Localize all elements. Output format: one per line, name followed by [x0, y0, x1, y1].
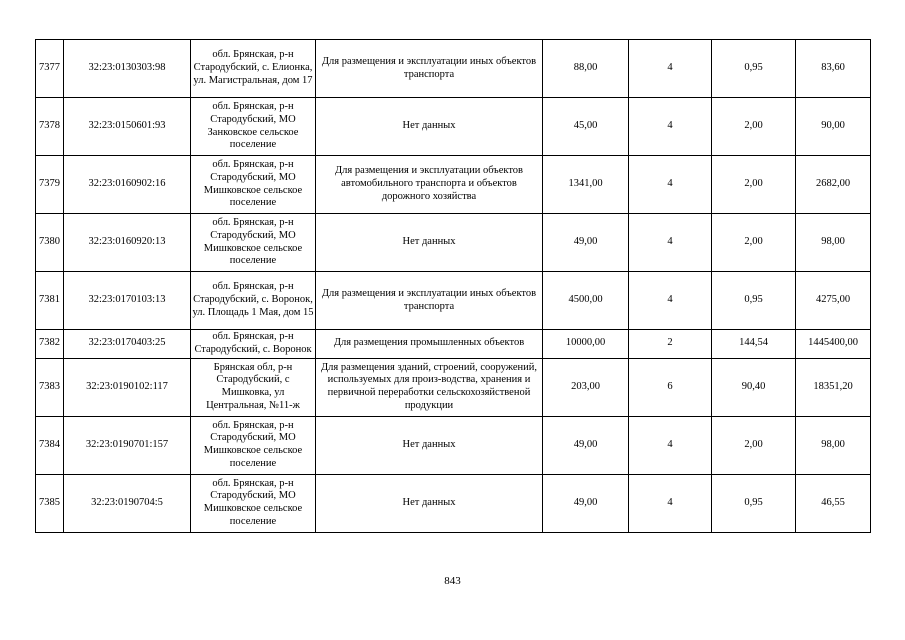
address: обл. Брянская, р-н Стародубский, с. Елионка, ул. Магистральная, дом 17: [191, 40, 316, 98]
row-number: 7384: [36, 416, 64, 474]
cadastral-number: 32:23:0190102:117: [64, 358, 191, 416]
value: 90,00: [796, 98, 871, 156]
cadastral-number: 32:23:0160902:16: [64, 156, 191, 214]
row-number: 7377: [36, 40, 64, 98]
area: 1341,00: [543, 156, 629, 214]
area: 49,00: [543, 416, 629, 474]
permitted-use: Нет данных: [316, 474, 543, 532]
cadastral-number: 32:23:0130303:98: [64, 40, 191, 98]
table-row: [36, 40, 871, 98]
address: обл. Брянская, р-н Стародубский, МО Занковское сельское поселение: [191, 98, 316, 156]
table-row: [36, 358, 871, 416]
group: 4: [629, 214, 712, 272]
cadastral-number: 32:23:0190701:157: [64, 416, 191, 474]
address: обл. Брянская, р-н Стародубский, МО Мишковское сельское поселение: [191, 156, 316, 214]
table-body: [36, 40, 871, 533]
row-number: 7379: [36, 156, 64, 214]
area: 49,00: [543, 214, 629, 272]
area: 88,00: [543, 40, 629, 98]
value: 1445400,00: [796, 330, 871, 359]
address: обл. Брянская, р-н Стародубский, МО Мишковское сельское поселение: [191, 214, 316, 272]
rate: 2,00: [712, 156, 796, 214]
group: 4: [629, 474, 712, 532]
area: 203,00: [543, 358, 629, 416]
table-row: [36, 214, 871, 272]
area: 49,00: [543, 474, 629, 532]
rate: 2,00: [712, 214, 796, 272]
value: 46,55: [796, 474, 871, 532]
area: 4500,00: [543, 272, 629, 330]
group: 4: [629, 156, 712, 214]
cadastral-number: 32:23:0190704:5: [64, 474, 191, 532]
table-row: [36, 272, 871, 330]
row-number: 7378: [36, 98, 64, 156]
group: 4: [629, 416, 712, 474]
page-number: 843: [444, 575, 461, 587]
permitted-use: Нет данных: [316, 416, 543, 474]
area: 10000,00: [543, 330, 629, 359]
table-row: [36, 98, 871, 156]
rate: 90,40: [712, 358, 796, 416]
table-row: [36, 416, 871, 474]
permitted-use: Для размещения и эксплуатации иных объектов транспорта: [316, 272, 543, 330]
row-number: 7382: [36, 330, 64, 359]
row-number: 7381: [36, 272, 64, 330]
value: 2682,00: [796, 156, 871, 214]
table-row: [36, 474, 871, 532]
row-number: 7380: [36, 214, 64, 272]
address: обл. Брянская, р-н Стародубский, МО Мишковское сельское поселение: [191, 416, 316, 474]
cadastral-number: 32:23:0150601:93: [64, 98, 191, 156]
address: обл. Брянская, р-н Стародубский, МО Мишковское сельское поселение: [191, 474, 316, 532]
rate: 0,95: [712, 40, 796, 98]
permitted-use: Для размещения зданий, строений, сооружений, используемых для произ-водства, хранения и первичной переработки сельскохозяйственой продукции: [316, 358, 543, 416]
table-row: [36, 330, 871, 359]
permitted-use: Для размещения промышленных объектов: [316, 330, 543, 359]
group: 2: [629, 330, 712, 359]
land-register-table: [35, 39, 871, 533]
address: обл. Брянская, р-н Стародубский, с. Воронок, ул. Площадь 1 Мая, дом 15: [191, 272, 316, 330]
area: 45,00: [543, 98, 629, 156]
value: 98,00: [796, 416, 871, 474]
rate: 2,00: [712, 416, 796, 474]
permitted-use: Нет данных: [316, 98, 543, 156]
group: 4: [629, 40, 712, 98]
cadastral-number: 32:23:0170103:13: [64, 272, 191, 330]
value: 83,60: [796, 40, 871, 98]
permitted-use: Для размещения и эксплуатации объектов автомобильного транспорта и объектов дорожного хозяйства: [316, 156, 543, 214]
group: 4: [629, 98, 712, 156]
address: обл. Брянская, р-н Стародубский, с. Воронок: [191, 330, 316, 359]
value: 18351,20: [796, 358, 871, 416]
rate: 2,00: [712, 98, 796, 156]
rate: 0,95: [712, 474, 796, 532]
value: 98,00: [796, 214, 871, 272]
row-number: 7385: [36, 474, 64, 532]
group: 4: [629, 272, 712, 330]
value: 4275,00: [796, 272, 871, 330]
permitted-use: Нет данных: [316, 214, 543, 272]
cadastral-number: 32:23:0160920:13: [64, 214, 191, 272]
cadastral-number: 32:23:0170403:25: [64, 330, 191, 359]
row-number: 7383: [36, 358, 64, 416]
permitted-use: Для размещения и эксплуатации иных объектов транспорта: [316, 40, 543, 98]
table-row: [36, 156, 871, 214]
rate: 0,95: [712, 272, 796, 330]
group: 6: [629, 358, 712, 416]
address: Брянская обл, р-н Стародубский, с Мишковка, ул Центральная, №11-ж: [191, 358, 316, 416]
rate: 144,54: [712, 330, 796, 359]
